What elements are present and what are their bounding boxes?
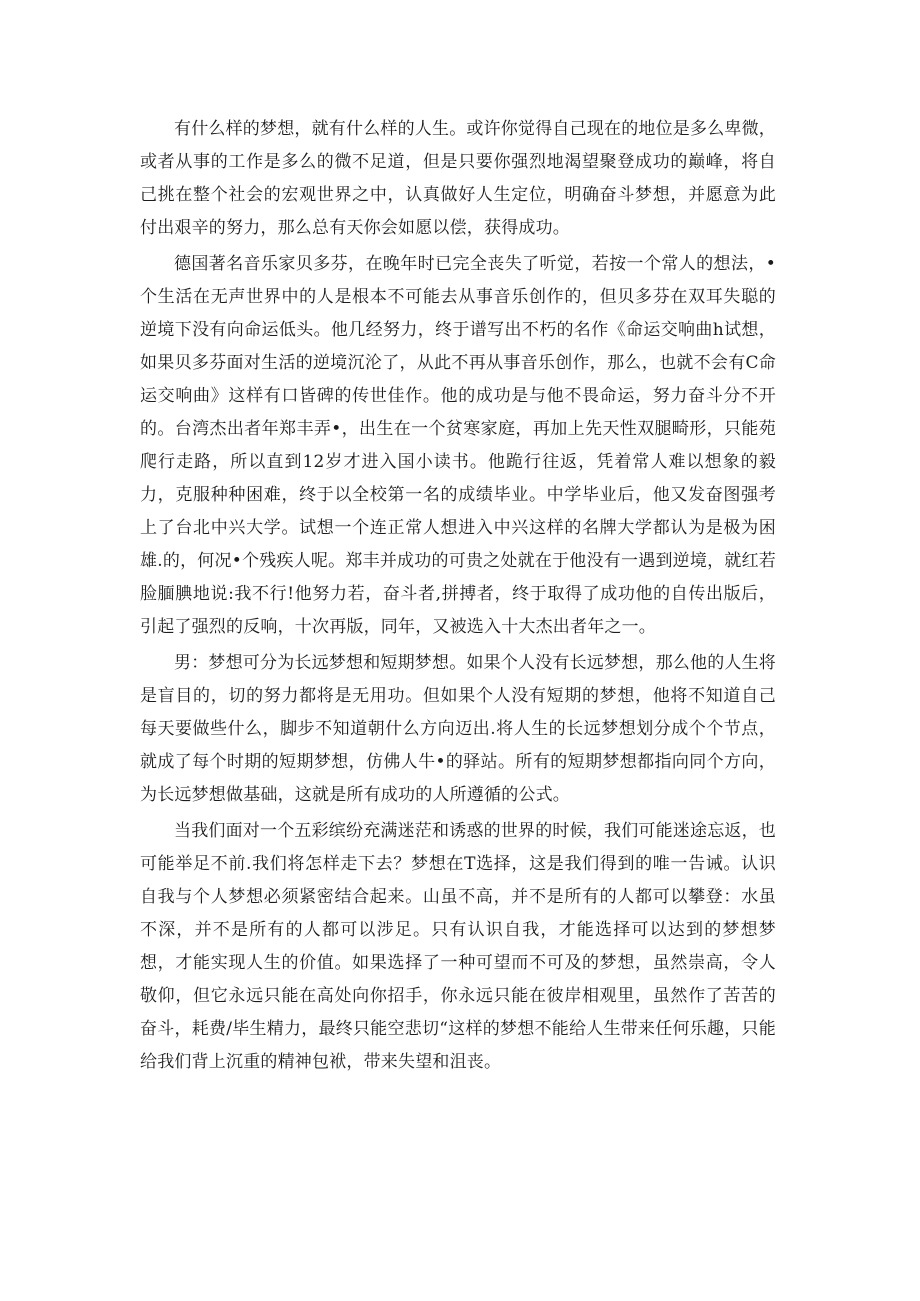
paragraph-dream-life: 有什么样的梦想，就有什么样的人生。或许你觉得自己现在的地位是多么卑微，或者从事的工作是多么的微不足道，但是只要你强烈地渴望聚登成功的巅峰，将自己挑在整个社会的宏观世界之中，认真做好人生定位，明确奋斗梦想，并愿意为此付出艰辛的努力，那么总有天你会如愿以偿，获得成功。 [140, 119, 776, 238]
document-body [140, 113, 776, 1082]
paragraph-long-short-dreams: 男：梦想可分为长远梦想和短期梦想。如果个人没有长远梦想，那么他的人生将是盲目的，切的努力都将是无用功。但如果个人没有短期的梦想，他将不知道自己每天要做些什么，脚步不知道朝什么方向迈出.将人生的长远梦想划分成个个节点，就成了每个时期的短期梦想，仿佛人牛•的驿站。所有的短期梦想都指向同个方向，为长远梦想做基础，这就是所有成功的人所遵循的公式。 [140, 653, 776, 805]
paragraph-choosing-dreams: 当我们面对一个五彩缤纷充满迷茫和诱惑的世界的时候，我们可能迷途忘返，也可能举足不前.我们将怎样走下去？梦想在T选择，这是我们得到的唯一告诫。认识自我与个人梦想必须紧密结合起来。山虽不高，并不是所有的人都可以攀登：水虽不深，并不是所有的人都可以涉足。只有认识自我，才能选择可以达到的梦想梦想，才能实现人生的价值。如果选择了一种可望而不可及的梦想，虽然崇高，令人敬仰，但它永远只能在高处向你招手，你永远只能在彼岸相观里，虽然作了苦苦的奋斗，耗费/毕生精力，最终只能空悲切“这样的梦想不能给人生带来任何乐趣，只能给我们背上沉重的精神包袱，带来失望和沮丧。 [140, 821, 776, 1072]
paragraph-beethoven-example: 德国著名音乐家贝多芬，在晚年时已完全丧失了听觉，若按一个常人的想法，•个生活在无声世界中的人是根本不可能去从事音乐创作的，但贝多芬在双耳失聪的逆境下没有向命运低头。他几经努力，终于谱写出不朽的名作《命运交响曲h试想，如果贝多芬面对生活的逆境沉沦了，从此不再从事音乐创作，那么，也就不会有C命运交响曲》这样有口皆碑的传世佳作。他的成功是与他不畏命运，努力奋斗分不开的。台湾杰出者年郑丰弄•，出生在一个贫寒家庭，再加上先天性双腿畸形，只能苑爬行走路，所以直到12岁才进入国小读书。他跪行往返，凭着常人难以想象的毅力，克服种种困难，终于以全校第一名的成绩毕业。中学毕业后，他又发奋图强考上了台北中兴大学。试想一个连正常人想进入中兴这样的名牌大学都认为是极为困雄.的，何况•个残疾人呢。郑丰并成功的可贵之处就在于他没有一遇到逆境，就红若脸腼腆地说:我不行!他努力若，奋斗者,拼搏者，终于取得了成功他的自传出版后，引起了强烈的反响，十次再版，同年，又被选入十大杰出者年之一。 [140, 254, 776, 637]
